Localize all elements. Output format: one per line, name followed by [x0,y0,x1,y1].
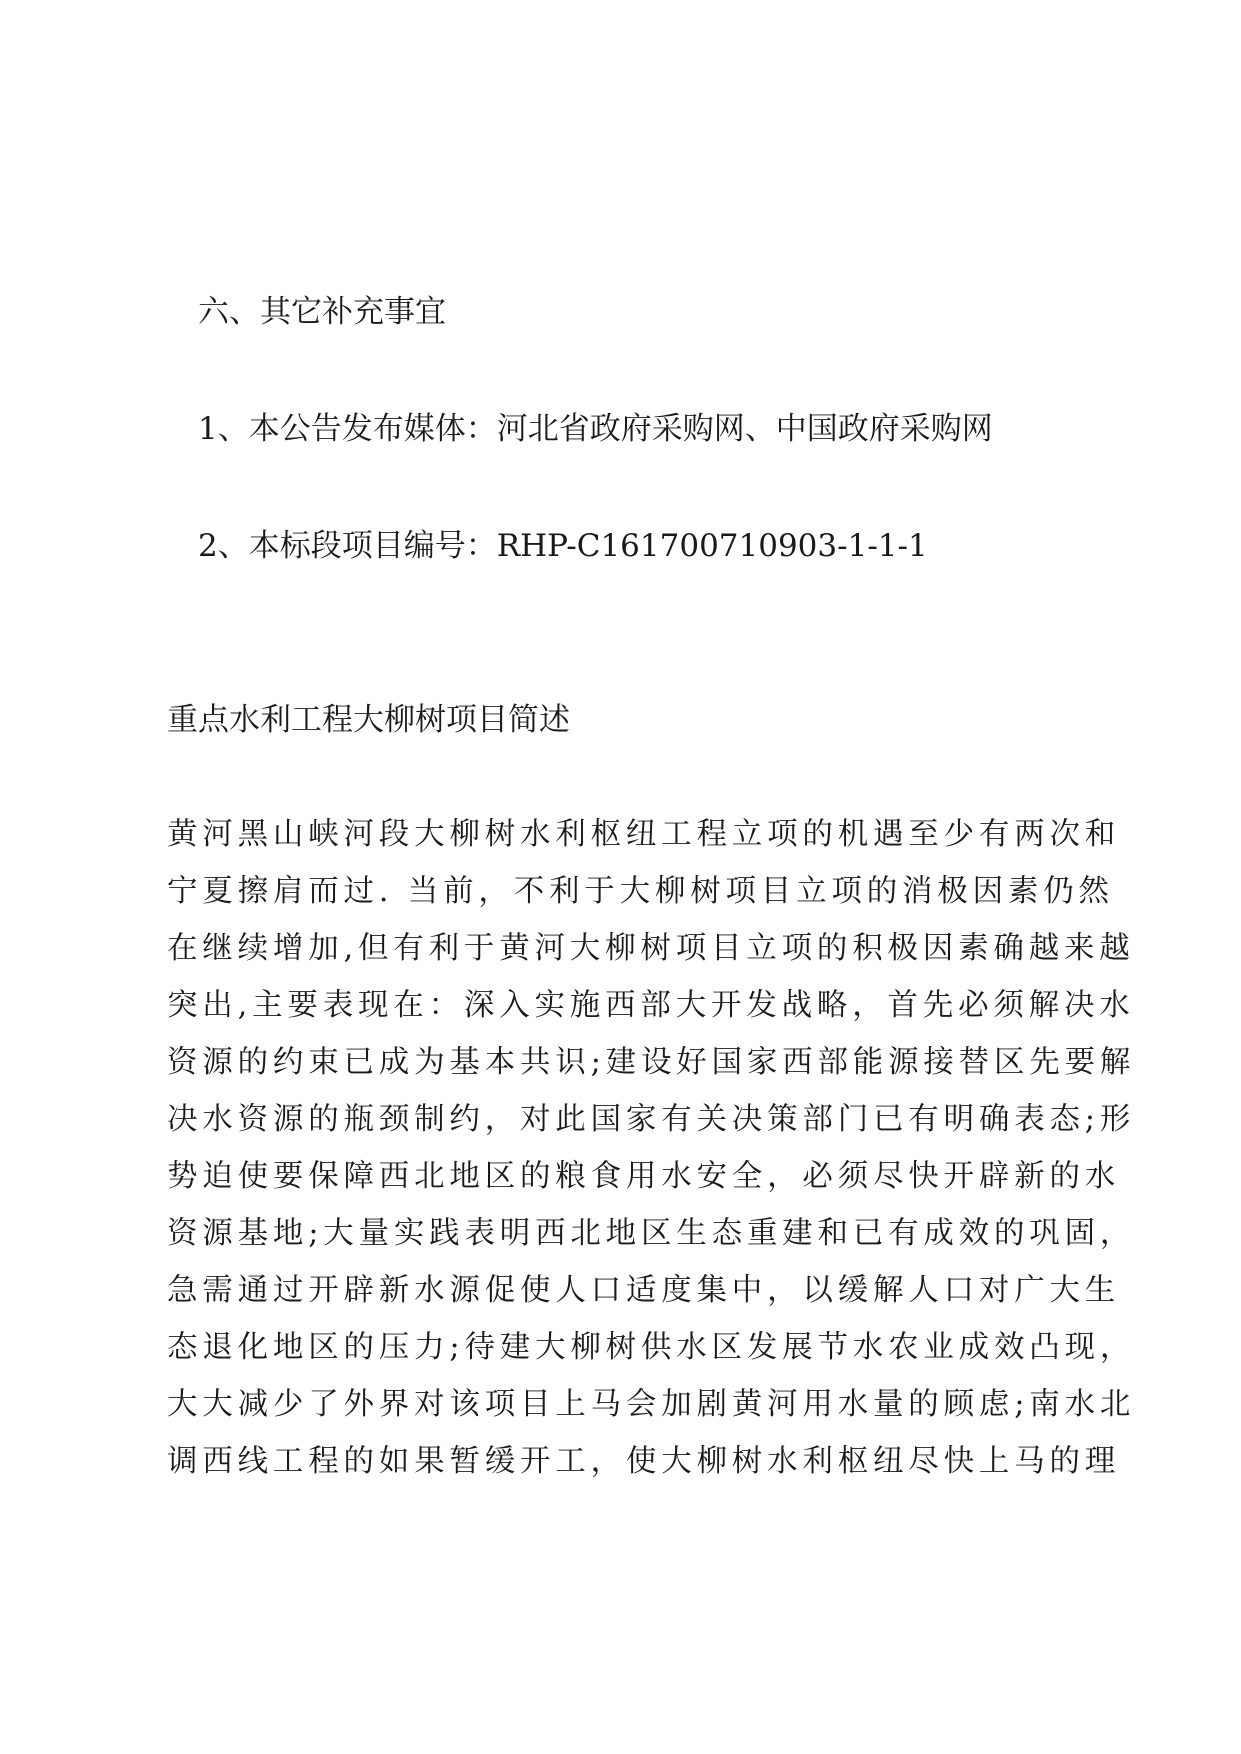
section-heading: 六、其它补充事宜 [198,294,446,330]
paragraph-line: 急需通过开辟新水源促使人口适度集中，以缓解人口对广大生 [167,1273,1121,1308]
paragraph-line: 资源的约束已成为基本共识;建设好国家西部能源接替区先要解 [167,1045,1136,1080]
list-item: 1、本公告发布媒体：河北省政府采购网、中国政府采购网 [198,411,993,447]
list-item: 2、本标段项目编号：RHP-C161700710903-1-1-1 [198,528,928,564]
paragraph-line: 调西线工程的如果暂缓开工，使大柳树水利枢纽尽快上马的理 [167,1444,1121,1479]
paragraph-line: 势迫使要保障西北地区的粮食用水安全，必须尽快开辟新的水 [167,1159,1121,1194]
paragraph-line: 大大减少了外界对该项目上马会加剧黄河用水量的顾虑;南水北 [167,1387,1136,1422]
article-title: 重点水利工程大柳树项目简述 [167,702,570,738]
paragraph-line: 宁夏擦肩而过. 当前，不利于大柳树项目立项的消极因素仍然 [167,874,1114,909]
paragraph-line: 态退化地区的压力;待建大柳树供水区发展节水农业成效凸现， [167,1330,1136,1365]
paragraph-line: 资源基地;大量实践表明西北地区生态重建和已有成效的巩固， [167,1216,1136,1251]
paragraph-line: 在继续增加,但有利于黄河大柳树项目立项的积极因素确越来越 [167,931,1135,966]
paragraph-line: 黄河黑山峡河段大柳树水利枢纽工程立项的机遇至少有两次和 [167,817,1121,852]
paragraph-line: 决水资源的瓶颈制约，对此国家有关决策部门已有明确表态;形 [167,1102,1136,1137]
paragraph-line: 突出,主要表现在：深入实施西部大开发战略，首先必须解决水 [167,988,1135,1023]
